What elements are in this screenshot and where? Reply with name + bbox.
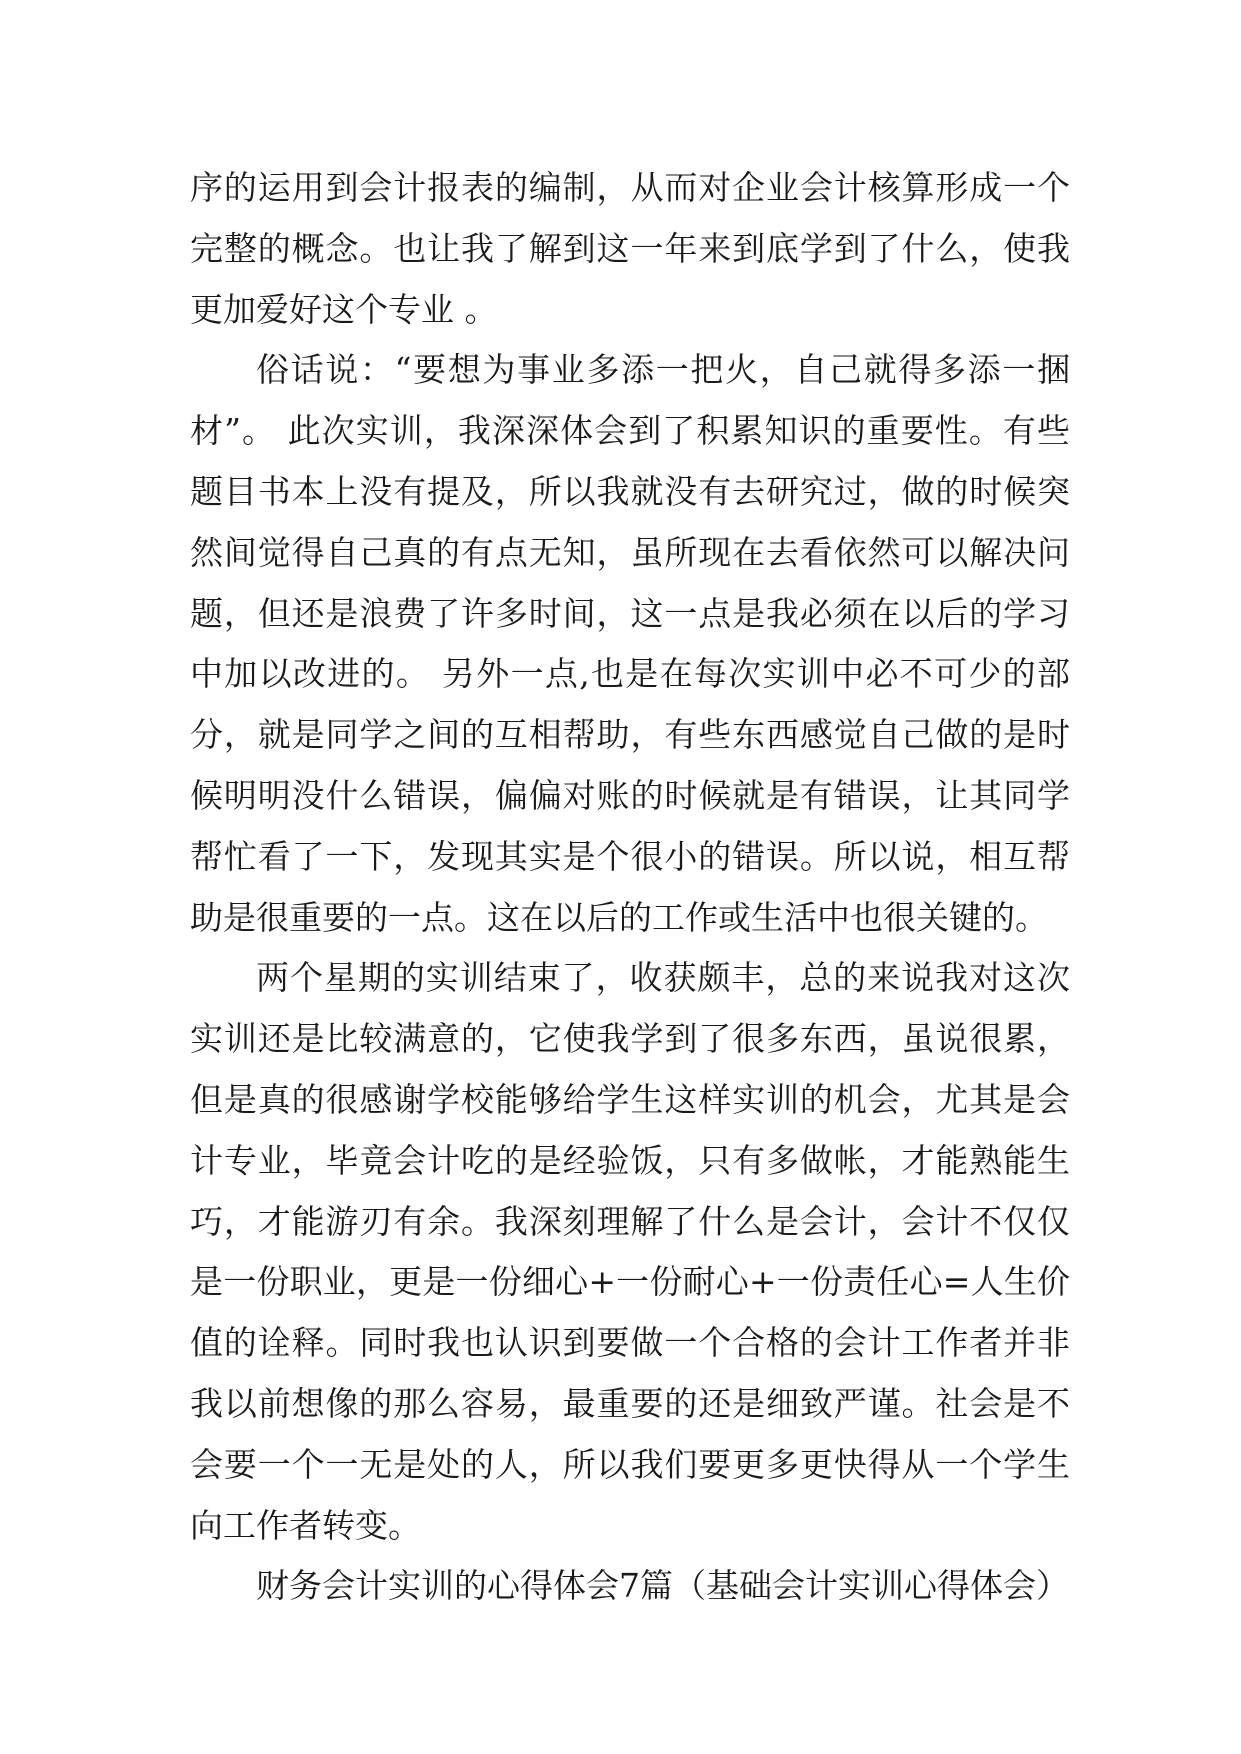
text-line: 候明明没什么错误，偏偏对账的时候就是有错误，让其同学 [190,775,1070,815]
text-line: 分，就是同学之间的互相帮助，有些东西感觉自己做的是时 [190,715,1070,755]
text-line: 会要一个一无是处的人，所以我们要更多更快得从一个学生 [190,1444,1070,1484]
text-line: 帮忙看了一下，发现其实是个很小的错误。所以说，相互帮 [190,836,1070,876]
text-line: 中加以改进的。 另外一点,也是在每次实训中必不可少的部 [190,654,1070,694]
text-line: 助是很重要的一点。这在以后的工作或生活中也很关键的。 [190,897,1048,937]
body-text [190,158,1070,1617]
text-line: 巧，才能游刃有余。我深刻理解了什么是会计，会计不仅仅 [190,1201,1070,1241]
text-line: 向工作者转变。 [190,1505,421,1545]
text-line: 俗话说：“要想为事业多添一把火，自己就得多添一捆 [256,350,1070,390]
text-line: 我以前想像的那么容易，最重要的还是细致严谨。社会是不 [190,1383,1070,1423]
text-line: 实训还是比较满意的，它使我学到了很多东西，虽说很累， [190,1019,1070,1059]
text-line: 但是真的很感谢学校能够给学生这样实训的机会，尤其是会 [190,1079,1070,1119]
text-line: 更加爱好这个专业 。 [190,289,498,329]
text-line: 材”。 此次实训，我深深体会到了积累知识的重要性。有些 [190,411,1070,451]
text-line: 完整的概念。也让我了解到这一年来到底学到了什么，使我 [190,228,1070,268]
text-line: 题目书本上没有提及，所以我就没有去研究过，做的时候突 [190,471,1070,511]
text-line: 计专业，毕竟会计吃的是经验饭，只有多做帐，才能熟能生 [190,1140,1070,1180]
text-line: 两个星期的实训结束了，收获颇丰，总的来说我对这次 [256,958,1070,998]
text-line: 财务会计实训的心得体会7篇（基础会计实训心得体会） [256,1566,1069,1606]
text-line: 题，但还是浪费了许多时间，这一点是我必须在以后的学习 [190,593,1070,633]
text-line: 是一份职业，更是一份细心+一份耐心+一份责任心=人生价 [190,1262,1070,1302]
text-line: 然间觉得自己真的有点无知，虽所现在去看依然可以解决问 [190,532,1070,572]
text-line: 值的诠释。同时我也认识到要做一个合格的会计工作者并非 [190,1323,1070,1363]
text-line: 序的运用到会计报表的编制，从而对企业会计核算形成一个 [190,168,1070,207]
